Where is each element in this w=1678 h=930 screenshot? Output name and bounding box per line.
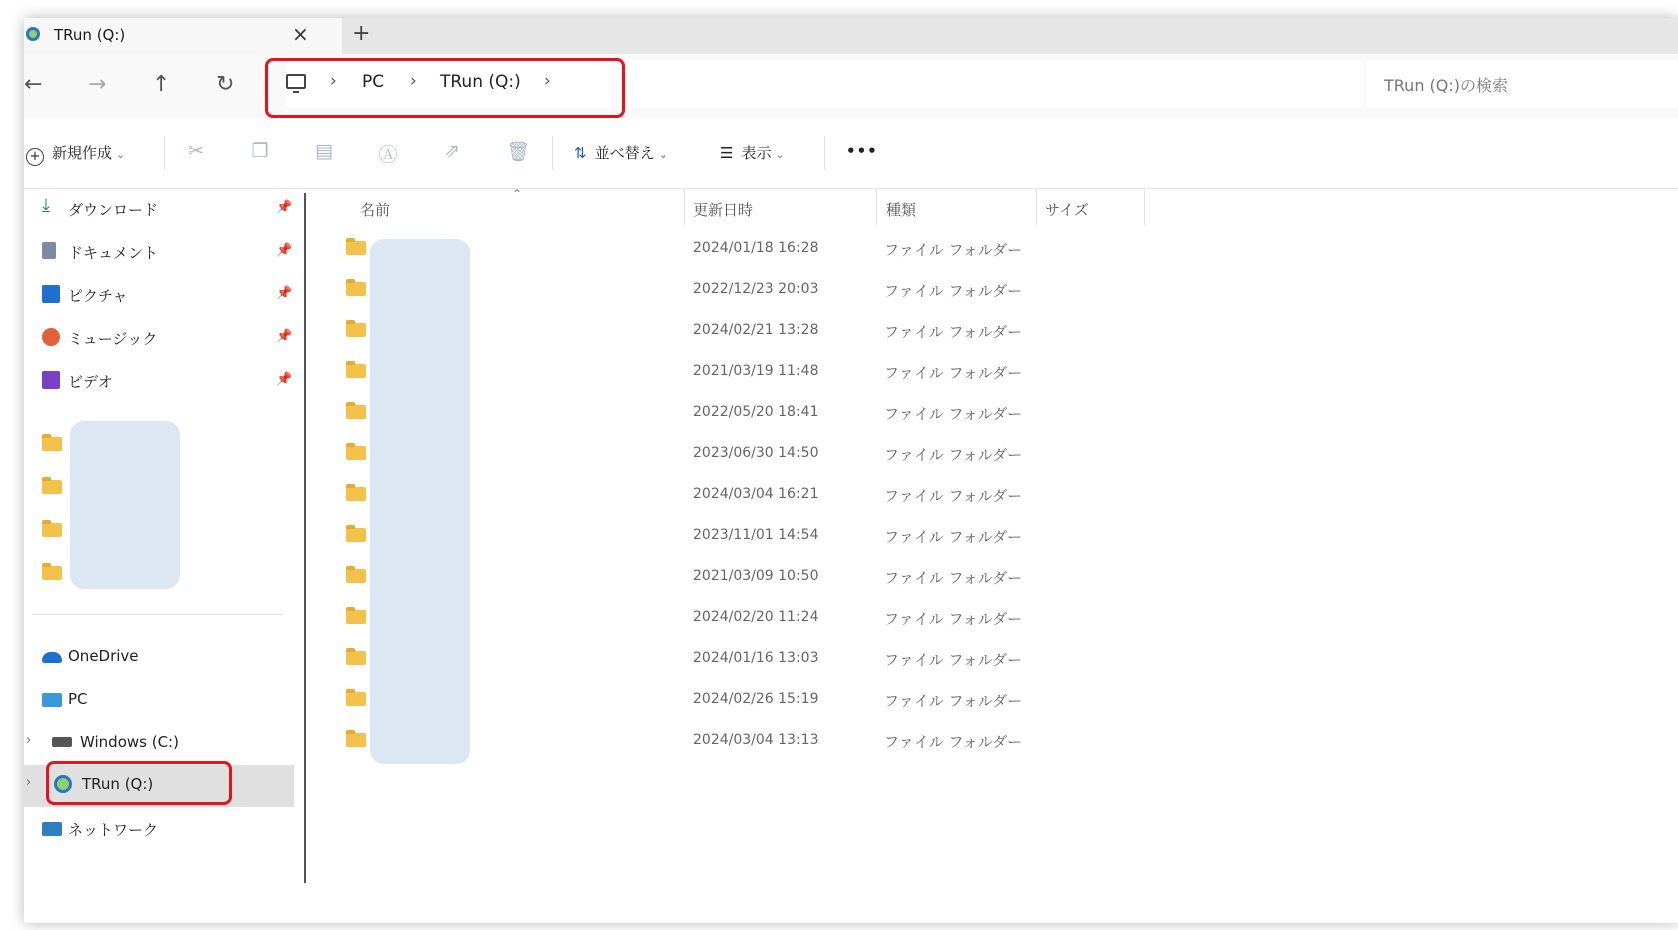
modified-cell: 2024/01/16 13:03 (693, 650, 819, 666)
column-divider[interactable] (876, 189, 877, 225)
column-divider[interactable] (1144, 189, 1145, 225)
sidebar-item-label: ビデオ (68, 373, 113, 391)
pin-icon[interactable]: 📌 (276, 286, 293, 301)
type-cell: ファイル フォルダー (884, 405, 1023, 423)
folder-icon (346, 241, 366, 255)
sidebar-scrollbar[interactable] (304, 193, 306, 883)
pin-icon[interactable]: 📌 (276, 243, 293, 258)
music-icon (42, 328, 60, 346)
sidebar-item-label: ピクチャ (68, 287, 128, 305)
chevron-right-icon[interactable]: › (26, 733, 32, 748)
sidebar-divider (32, 614, 282, 615)
modified-cell: 2022/05/20 18:41 (693, 404, 819, 420)
type-cell: ファイル フォルダー (884, 364, 1023, 382)
column-header-type[interactable]: 種類 (886, 201, 917, 219)
column-header-size[interactable]: サイズ (1045, 201, 1089, 219)
command-bar (24, 118, 1678, 189)
more-options-button[interactable]: ••• (846, 142, 878, 160)
pin-icon[interactable]: 📌 (276, 200, 293, 215)
sidebar-item-onedrive[interactable] (24, 637, 294, 677)
chevron-down-icon: ⌄ (775, 148, 785, 161)
folder-icon (346, 692, 366, 706)
highlight-box-address (265, 58, 625, 118)
view-label: 表示 (741, 144, 772, 162)
modified-cell: 2023/06/30 14:50 (693, 445, 819, 461)
sidebar-item-documents[interactable] (24, 232, 294, 272)
sidebar-item-pc[interactable] (24, 680, 294, 720)
address-row (24, 54, 1678, 118)
rename-icon[interactable]: Ⓐ (378, 144, 398, 166)
folder-icon (346, 528, 366, 542)
redacted-region (370, 239, 470, 764)
sort-button[interactable] (574, 142, 668, 163)
delete-icon[interactable]: 🗑 (506, 141, 531, 163)
folder-icon[interactable] (42, 437, 62, 451)
folder-icon (346, 446, 366, 460)
pin-icon[interactable]: 📌 (276, 372, 293, 387)
drive-icon (52, 737, 72, 747)
tab-title: TRun (Q:) (54, 26, 126, 44)
modified-cell: 2021/03/09 10:50 (693, 568, 819, 584)
sidebar-item-label: OneDrive (68, 647, 139, 665)
share-icon[interactable]: ⇗ (444, 140, 460, 162)
new-button[interactable] (26, 142, 125, 166)
column-header-modified[interactable]: 更新日時 (693, 201, 754, 219)
toolbar-divider (164, 136, 165, 170)
type-cell: ファイル フォルダー (884, 487, 1023, 505)
sidebar-item-downloads[interactable] (24, 189, 294, 229)
modified-cell: 2022/12/23 20:03 (693, 281, 819, 297)
redacted-region (70, 421, 180, 589)
sidebar-item-pictures[interactable] (24, 275, 294, 315)
folder-icon (346, 405, 366, 419)
modified-cell: 2023/11/01 14:54 (693, 527, 819, 543)
column-divider[interactable] (1036, 189, 1037, 225)
sidebar-item-label: PC (68, 690, 88, 708)
sidebar-item-label: ドキュメント (68, 244, 159, 262)
sidebar-item-windows-c[interactable] (24, 723, 294, 763)
sidebar-item-network[interactable] (24, 809, 294, 849)
folder-icon (346, 651, 366, 665)
list-view-icon: ☰ (720, 144, 734, 162)
type-cell: ファイル フォルダー (884, 528, 1023, 546)
modified-cell: 2024/02/26 15:19 (693, 691, 819, 707)
type-cell: ファイル フォルダー (884, 446, 1023, 464)
paste-icon[interactable]: ▤ (315, 140, 333, 162)
folder-icon[interactable] (42, 523, 62, 537)
file-list (314, 189, 1678, 923)
type-cell: ファイル フォルダー (884, 323, 1023, 341)
type-cell: ファイル フォルダー (884, 569, 1023, 587)
folder-icon (346, 733, 366, 747)
folder-icon[interactable] (42, 480, 62, 494)
folder-icon (346, 569, 366, 583)
type-cell: ファイル フォルダー (884, 651, 1023, 669)
modified-cell: 2024/02/21 13:28 (693, 322, 819, 338)
explorer-window (24, 18, 1678, 923)
tab-bar (24, 18, 1678, 54)
type-cell: ファイル フォルダー (884, 733, 1023, 751)
breadcrumb-separator[interactable]: › (330, 71, 337, 91)
modified-cell: 2024/01/18 16:28 (693, 240, 819, 256)
picture-icon (42, 285, 60, 303)
cloud-icon (42, 652, 62, 663)
folder-icon (346, 487, 366, 501)
breadcrumb-trun[interactable]: TRun (Q:) (440, 72, 521, 92)
modified-cell: 2021/03/19 11:48 (693, 363, 819, 379)
drive-icon (26, 27, 40, 41)
new-tab-button[interactable]: + (352, 21, 371, 46)
pin-icon[interactable]: 📌 (276, 329, 293, 344)
navigation-pane (24, 189, 304, 923)
up-button[interactable]: ↑ (152, 72, 171, 97)
plus-circle-icon: + (26, 148, 44, 166)
document-icon (42, 242, 56, 259)
modified-cell: 2024/03/04 13:13 (693, 732, 819, 748)
toolbar-divider (824, 136, 825, 170)
folder-icon (346, 323, 366, 337)
type-cell: ファイル フォルダー (884, 282, 1023, 300)
computer-icon (42, 693, 62, 707)
sidebar-item-music[interactable] (24, 318, 294, 358)
modified-cell: 2024/03/04 16:21 (693, 486, 819, 502)
cut-icon[interactable]: ✂ (188, 140, 204, 162)
column-divider[interactable] (684, 189, 685, 225)
back-button[interactable]: ← (24, 72, 43, 97)
copy-icon[interactable]: ❐ (251, 140, 269, 162)
forward-button[interactable]: → (88, 72, 107, 97)
sidebar-item-videos[interactable] (24, 361, 294, 401)
type-cell: ファイル フォルダー (884, 241, 1023, 259)
sidebar-item-label: TRun (Q:) (82, 775, 154, 793)
chevron-right-icon[interactable]: › (26, 775, 32, 790)
tab-trun[interactable] (24, 18, 342, 54)
column-header-name[interactable]: 名前 (360, 201, 391, 219)
sort-label: 並べ替え (594, 144, 655, 162)
sidebar-item-label: Windows (C:) (80, 733, 179, 751)
sidebar-item-label: ネットワーク (68, 821, 159, 839)
view-button[interactable] (720, 142, 785, 163)
type-cell: ファイル フォルダー (884, 610, 1023, 628)
folder-icon (346, 610, 366, 624)
sidebar-item-label: ミュージック (68, 330, 158, 348)
refresh-button[interactable]: ↻ (216, 72, 235, 97)
toolbar-divider (552, 136, 553, 170)
chevron-down-icon: ⌄ (116, 148, 126, 161)
modified-cell: 2024/02/20 11:24 (693, 609, 819, 625)
video-icon (42, 371, 60, 389)
sort-ascending-icon: ⌃ (512, 187, 523, 201)
download-icon: ⤓ (42, 195, 50, 216)
folder-icon (346, 364, 366, 378)
search-box[interactable] (1366, 60, 1678, 108)
breadcrumb-pc[interactable]: PC (362, 72, 385, 92)
breadcrumb-separator[interactable]: › (410, 71, 417, 91)
sort-icon: ⇅ (574, 144, 587, 162)
breadcrumb-separator[interactable]: › (544, 71, 551, 91)
folder-icon[interactable] (42, 566, 62, 580)
search-input[interactable]: TRun (Q:)の検索 (1384, 76, 1509, 95)
type-cell: ファイル フォルダー (884, 692, 1023, 710)
highlight-box-drive (46, 761, 232, 805)
folder-icon (346, 282, 366, 296)
new-label: 新規作成 (52, 144, 113, 162)
network-icon (42, 822, 62, 836)
sidebar-item-label: ダウンロード (68, 201, 159, 219)
close-icon[interactable]: × (292, 22, 309, 46)
chevron-down-icon: ⌄ (658, 148, 668, 161)
